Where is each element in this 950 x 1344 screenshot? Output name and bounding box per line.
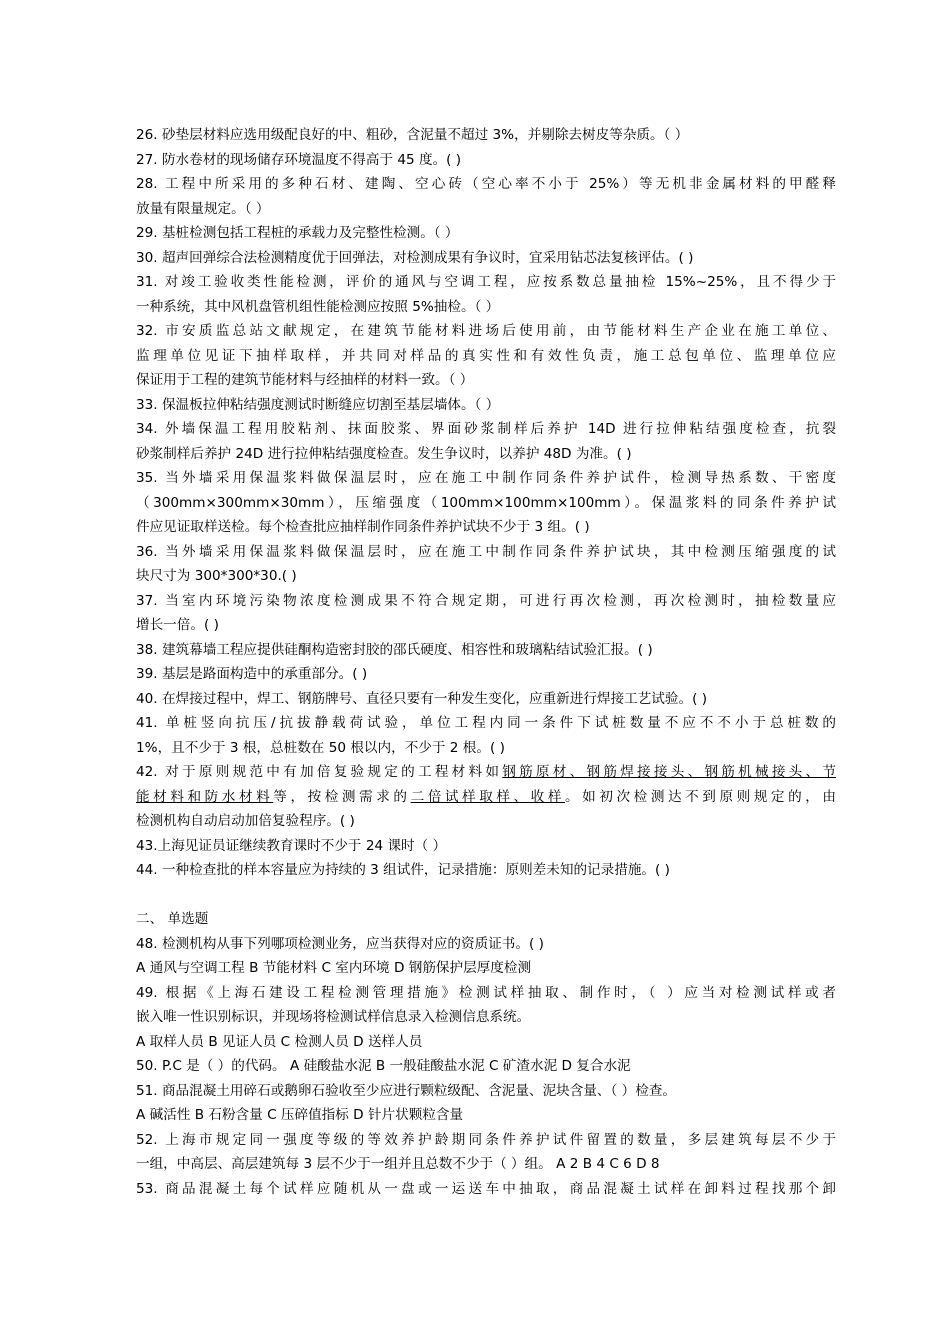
text-line: 26. 砂垫层材料应选用级配良好的中、粗砂，含泥量不超过 3%，并剔除去树皮等杂质。（ ） [136, 127, 689, 143]
question-42-line-1 [136, 760, 836, 785]
text-line: 保证用于工程的建筑节能材料与经抽样的材料一致。（ ） [136, 372, 474, 388]
text-line: 48. 检测机构从事下列哪项检测业务，应当获得对应的资质证书。( ) [136, 935, 544, 952]
text-line: 36. 当外墙采用保温浆料做保温层时，应在施工中制作同条件养护试块，其中检测压缩强度的试 [136, 543, 836, 560]
section-heading: 二、 单选题 [136, 911, 209, 927]
text-line: （300mm×300mm×30mm），压缩强度（100mm×100mm×100mm）。保温浆料的同条件养护试 [136, 494, 836, 511]
document-body [136, 123, 836, 1201]
text-line: 32. 市安质监总站文献规定，在建筑节能材料进场后使用前，由节能材料生产企业在施工单位、 [136, 323, 836, 339]
text-line: A 通风与空调工程 B 节能材料 C 室内环境 D 钢筋保护层厚度检测 [136, 960, 532, 976]
question-42-line-2 [136, 785, 836, 810]
text-line: 38. 建筑幕墙工程应提供硅酮构造密封胶的邵氏硬度、相容性和玻璃粘结试验汇报。( ) [136, 641, 653, 658]
q42-text: 。如初次检测达不到原则规定的，由 [565, 788, 836, 805]
text-line: 件应见证取样送检。每个检查批应抽样制作同条件养护试块不少于 3 组。( ) [136, 519, 590, 535]
text-line: 49. 根据《上海石建设工程检测管理措施》检测试样抽取、制作时，（ ）应当对检测试样或者 [136, 984, 836, 1001]
q42-text: 42. 对于原则规范中有加倍复验规定的工程材料如 [136, 764, 503, 780]
q42-text: 等，按检测需求的 [273, 788, 411, 805]
text-line: 39. 基层是路面构造中的承重部分。( ) [136, 666, 368, 682]
text-line: A 碱活性 B 石粉含量 C 压碎值指标 D 针片状颗粒含量 [136, 1107, 464, 1123]
text-line: 嵌入唯一性识别标识，并现场将检测试样信息录入检测信息系统。 [136, 1009, 531, 1025]
q42-underlined-text: 钢筋原材、钢筋焊接接头、钢筋机械接头、节 [502, 764, 836, 780]
text-line: 监理单位见证下抽样取样，并共同对样品的真实性和有效性负责，施工总包单位、监理单位应 [136, 347, 836, 364]
text-line: 35. 当外墙采用保温浆料做保温层时，应在施工中制作同条件养护试件，检测导热系数、干密度 [136, 470, 836, 486]
text-line: 一种系统，其中风机盘管机组性能检测应按照 5%抽检。（ ） [136, 298, 500, 315]
text-line: 28. 工程中所采用的多种石材、建陶、空心砖（空心率不小于 25%）等无机非金属材料的甲醛释 [136, 176, 836, 192]
text-line: 砂浆制样后养护 24D 进行拉伸粘结强度检查。发生争议时，以养护 48D 为准。( ) [136, 445, 632, 462]
text-line: 31. 对竣工验收类性能检测，评价的通风与空调工程，应按系数总量抽检 15%~25%，且不得少于 [136, 274, 836, 290]
question-42-line-3: 检测机构自动启动加倍复验程序。( ) [136, 813, 355, 829]
text-line: 51. 商品混凝土用碎石或鹅卵石验收至少应进行颗粒级配、含泥量、泥块含量、（ ）检查。 [136, 1082, 677, 1099]
text-line: 40. 在焊接过程中，焊工、钢筋牌号、直径只要有一种发生变化，应重新进行焊接工艺试验。( ) [136, 690, 708, 707]
text-line: A 取样人员 B 见证人员 C 检测人员 D 送样人员 [136, 1033, 423, 1050]
text-line: 44. 一种检查批的样本容量应为持续的 3 组试件，记录措施：原则差未知的记录措施。( ) [136, 862, 670, 878]
blank-line [136, 883, 836, 908]
q42-underlined-text: 能材料和防水材料 [136, 788, 274, 805]
text-line: 块尺寸为 300*300*30.( ) [136, 568, 297, 584]
text-line: 53. 商品混凝土每个试样应随机从一盘或一运送车中抽取，商品混凝土试样在卸料过程找那个卸 [136, 1180, 836, 1197]
text-line: 30. 超声回弹综合法检测精度优于回弹法，对检测成果有争议时，宜采用钻芯法复核评估。( ) [136, 249, 694, 266]
text-line: 27. 防水卷材的现场储存环境温度不得高于 45 度。( ) [136, 151, 462, 168]
text-line: 1%，且不少于 3 根，总桩数在 50 根以内，不少于 2 根。( ) [136, 739, 505, 756]
text-line: 52. 上海市规定同一强度等级的等效养护龄期同条件养护试件留置的数量，多层建筑每层不少于 [136, 1131, 836, 1148]
text-line: 一组，中高层、高层建筑每 3 层不少于一组并且总数不少于（ ）组。 A 2 B 4 C 6 D 8 [136, 1156, 660, 1172]
text-line: 50. P.C 是（ ）的代码。 A 硅酸盐水泥 B 一般硅酸盐水泥 C 矿渣水泥 D 复合水泥 [136, 1058, 631, 1074]
text-line: 增长一倍。( ) [136, 617, 219, 633]
q42-underlined-text: 二倍试样取样、收样 [410, 788, 566, 805]
text-line: 29. 基桩检测包括工程桩的承载力及完整性检测。（ ） [136, 225, 459, 241]
text-line: 43.上海见证员证继续教育课时不少于 24 课时（ ） [136, 837, 447, 854]
text-line: 34. 外墙保温工程用胶粘剂、抹面胶浆、界面砂浆制样后养护 14D 进行拉伸粘结强度检查，抗裂 [136, 421, 836, 437]
text-line: 37. 当室内环境污染物浓度检测成果不符合规定期，可进行再次检测，再次检测时，抽检数量应 [136, 592, 836, 609]
text-line: 放量有限量规定。（ ） [136, 200, 270, 217]
text-line: 33. 保温板拉伸粘结强度测试时断缝应切割至基层墙体。（ ） [136, 396, 500, 413]
text-line: 41. 单桩竖向抗压/抗拔静载荷试验，单位工程内同一条件下试桩数量不应不不小于总桩数的 [136, 715, 836, 731]
